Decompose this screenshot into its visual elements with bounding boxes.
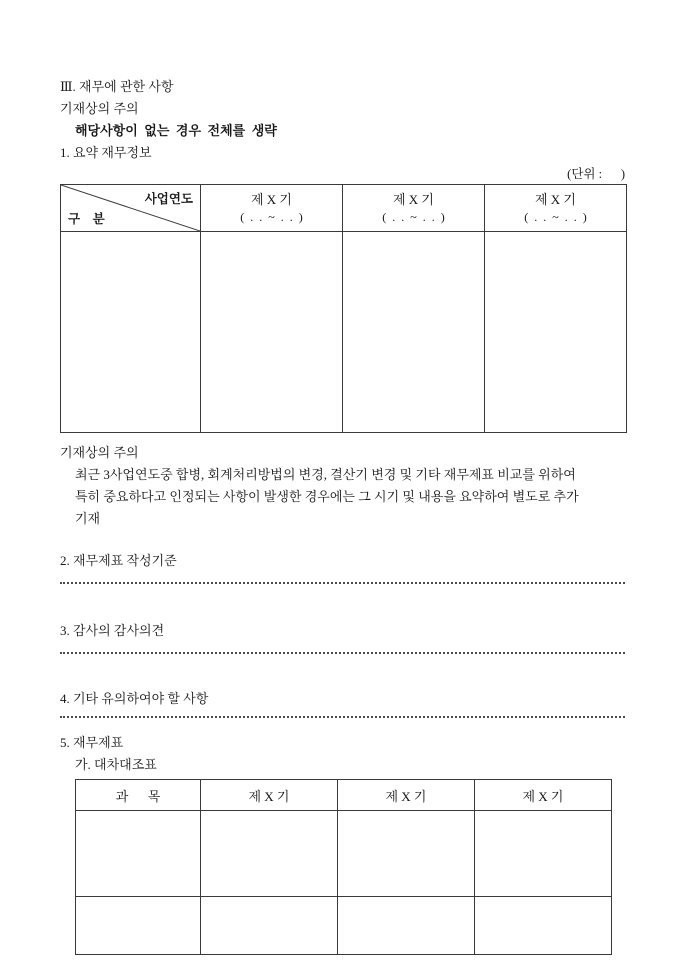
empty-cell-period-1 [201, 811, 338, 897]
dotted-rule-section2 [60, 581, 625, 584]
section2-title: 2. 재무제표 작성기준 [60, 553, 177, 568]
period-label: 제 X 기 [392, 192, 434, 207]
caution-label-top: 기재상의 주의 [60, 101, 139, 116]
period-label: 제 X 기 [250, 192, 292, 207]
empty-cell-period-2 [338, 811, 475, 897]
empty-cell-account [76, 811, 201, 897]
empty-cell-period-3 [485, 232, 627, 433]
section3-title: 3. 감사의 감사의견 [60, 623, 165, 638]
section-heading: Ⅲ. 재무에 관한 사항 [60, 79, 174, 94]
period-header-1 [201, 185, 343, 232]
period-header-1: 제 X 기 [201, 780, 338, 811]
table-header-row [76, 780, 612, 811]
table-empty-row [76, 811, 612, 897]
period-range: ( . . ~ . . ) [382, 210, 445, 224]
empty-cell-period-1 [201, 232, 343, 433]
dotted-rule-section4 [60, 715, 625, 718]
period-range: ( . . ~ . . ) [240, 210, 303, 224]
section4-title: 4. 기타 유의하여야 할 사항 [60, 691, 209, 706]
caution-paragraph-line-3: 기재 [75, 511, 101, 526]
corner-label-category: 구 분 [68, 212, 105, 226]
empty-cell-category [61, 232, 201, 433]
period-header-2 [343, 185, 485, 232]
empty-cell-period-3 [475, 811, 612, 897]
empty-cell-period-3 [475, 897, 612, 955]
balance-sheet-table [75, 779, 612, 955]
corner-label-business-year: 사업연도 [144, 192, 193, 206]
table-header-row [61, 185, 627, 232]
period-header-3 [485, 185, 627, 232]
empty-cell-period-2 [338, 897, 475, 955]
period-label: 제 X 기 [534, 192, 576, 207]
empty-cell-period-1 [201, 897, 338, 955]
section5-subtitle: 가. 대차대조표 [75, 757, 157, 772]
period-range: ( . . ~ . . ) [524, 210, 587, 224]
period-header-2: 제 X 기 [338, 780, 475, 811]
diagonal-corner-cell [61, 185, 201, 232]
period-header-3: 제 X 기 [475, 780, 612, 811]
account-column-header: 과 목 [76, 780, 201, 811]
empty-cell-account [76, 897, 201, 955]
dotted-rule-section3 [60, 651, 625, 654]
section5-title: 5. 재무제표 [60, 735, 124, 750]
table-empty-row [76, 897, 612, 955]
unit-note: (단위 : ) [567, 167, 625, 181]
caution-label-mid: 기재상의 주의 [60, 445, 139, 460]
caution-paragraph-line-2: 특히 중요하다고 인정되는 사항이 발생한 경우에는 그 시기 및 내용을 요약하여 별도로 추가 [75, 489, 579, 504]
empty-cell-period-2 [343, 232, 485, 433]
caution-paragraph-line-1: 최근 3사업연도중 합병, 회계처리방법의 변경, 결산기 변경 및 기타 재무제표 비교를 위하여 [75, 467, 576, 482]
summary-financials-table [60, 184, 627, 433]
table-empty-row [61, 232, 627, 433]
caution-text-top: 해당사항이 없는 경우 전체를 생략 [75, 123, 277, 138]
section1-title: 1. 요약 재무정보 [60, 145, 152, 160]
